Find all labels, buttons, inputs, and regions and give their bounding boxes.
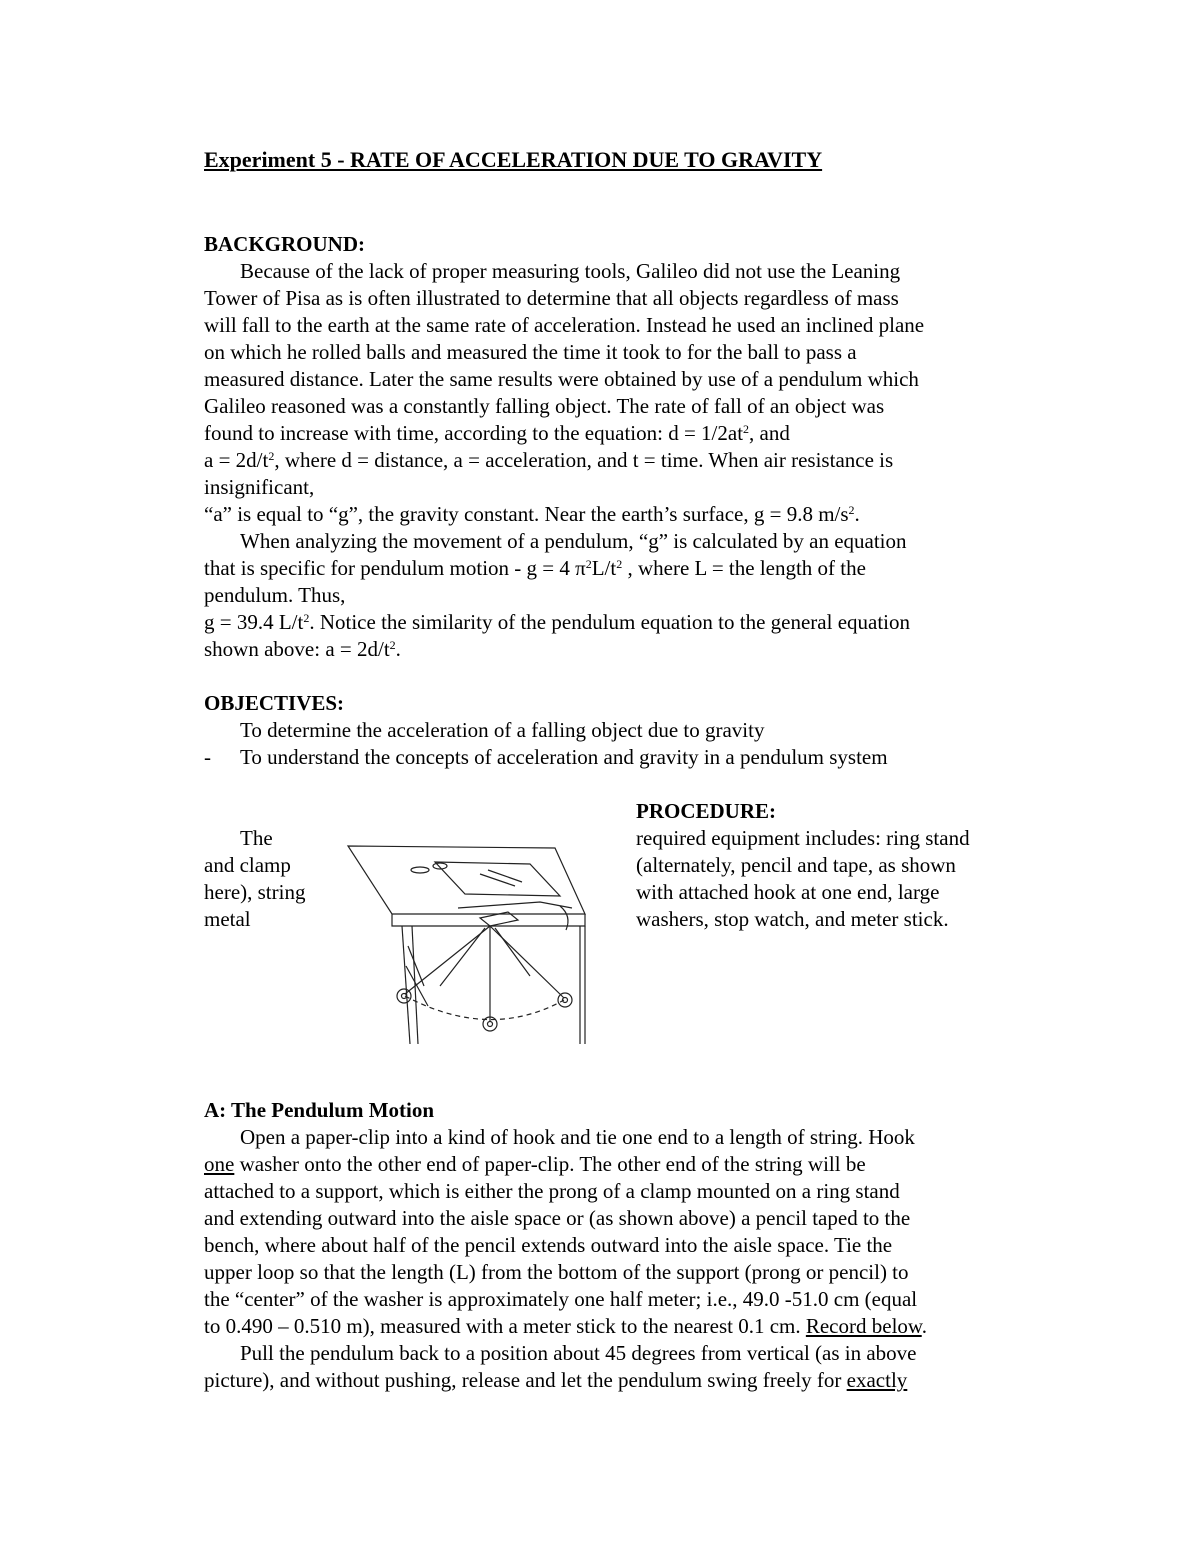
- pendulum-setup-illustration: [340, 836, 590, 1048]
- procedure-left-line: The: [240, 826, 273, 850]
- procedure-right-line: required equipment includes: ring stand: [636, 826, 970, 850]
- background-line: $a = 2d/t^2$, where d = distance, a = acceleration, and t = time. When air resistance is: [204, 448, 894, 472]
- section-a-line: picture), and without pushing, release and let the pendulum swing freely for exactly: [204, 1368, 908, 1392]
- objectives-heading: OBJECTIVES:: [204, 691, 345, 715]
- background-heading: BACKGROUND:: [204, 232, 365, 256]
- section-a-line: Open a paper-clip into a kind of hook and tie one end to a length of string. Hook: [240, 1125, 915, 1149]
- background-line: pendulum. Thus,: [204, 583, 346, 607]
- section-a-line: bench, where about half of the pencil extends outward into the aisle space. Tie the: [204, 1233, 893, 1257]
- section-a-heading: A: The Pendulum Motion: [204, 1098, 435, 1122]
- objective-dash: -: [204, 745, 211, 769]
- procedure-left-line: metal: [204, 907, 251, 931]
- section-a-line: upper loop so that the length (L) from the bottom of the support (prong or pencil) to: [204, 1260, 909, 1284]
- background-line: Tower of Pisa as is often illustrated to determine that all objects regardless of mass: [204, 286, 899, 310]
- background-line: g = 39.4 $L/t^2$. Notice the similarity of the pendulum equation to the general equation: [204, 610, 911, 634]
- background-line: found to increase with time, according to the equation: $d = 1/2at^2$, and: [204, 421, 790, 445]
- objective-item: To understand the concepts of acceleration and gravity in a pendulum system: [240, 745, 888, 769]
- background-line: insignificant,: [204, 475, 315, 499]
- section-a-line: to 0.490 – 0.510 m), measured with a meter stick to the nearest 0.1 cm. Record below.: [204, 1314, 927, 1338]
- background-line: Because of the lack of proper measuring tools, Galileo did not use the Leaning: [240, 259, 901, 283]
- procedure-right-line: (alternately, pencil and tape, as shown: [636, 853, 956, 877]
- objective-item: To determine the acceleration of a falling object due to gravity: [240, 718, 765, 742]
- procedure-left-line: here), string: [204, 880, 306, 904]
- procedure-left-line: and clamp: [204, 853, 291, 877]
- background-line: “a” is equal to “g”, the gravity constant. Near the earth’s surface, g = 9.8 $m/s^2$.: [204, 502, 860, 526]
- section-a-line: the “center” of the washer is approximately one half meter; i.e., 49.0 -51.0 cm (equal: [204, 1287, 918, 1311]
- procedure-right-line: with attached hook at one end, large: [636, 880, 940, 904]
- procedure-heading: PROCEDURE:: [636, 799, 776, 823]
- document-title: Experiment 5 - RATE OF ACCELERATION DUE TO GRAVITY: [204, 147, 823, 172]
- background-line: When analyzing the movement of a pendulum, “g” is calculated by an equation: [240, 529, 907, 553]
- background-line: Galileo reasoned was a constantly falling object. The rate of fall of an object was: [204, 394, 885, 418]
- background-line: measured distance. Later the same results were obtained by use of a pendulum which: [204, 367, 919, 391]
- section-a-line: and extending outward into the aisle space or (as shown above) a pencil taped to the: [204, 1206, 911, 1230]
- background-line: will fall to the earth at the same rate of acceleration. Instead he used an inclined plane: [204, 313, 925, 337]
- background-line: shown above: $a = 2d/t^2$.: [204, 637, 401, 661]
- procedure-right-line: washers, stop watch, and meter stick.: [636, 907, 949, 931]
- section-a-line: Pull the pendulum back to a position about 45 degrees from vertical (as in above: [240, 1341, 917, 1365]
- background-line: on which he rolled balls and measured the time it took to for the ball to pass a: [204, 340, 857, 364]
- background-line: that is specific for pendulum motion - g = 4 $\pi^2L/t^2$ , where L = the length of the: [204, 556, 866, 580]
- section-a-line: attached to a support, which is either the prong of a clamp mounted on a ring stand: [204, 1179, 900, 1203]
- section-a-line: one washer onto the other end of paper-clip. The other end of the string will be: [204, 1152, 866, 1176]
